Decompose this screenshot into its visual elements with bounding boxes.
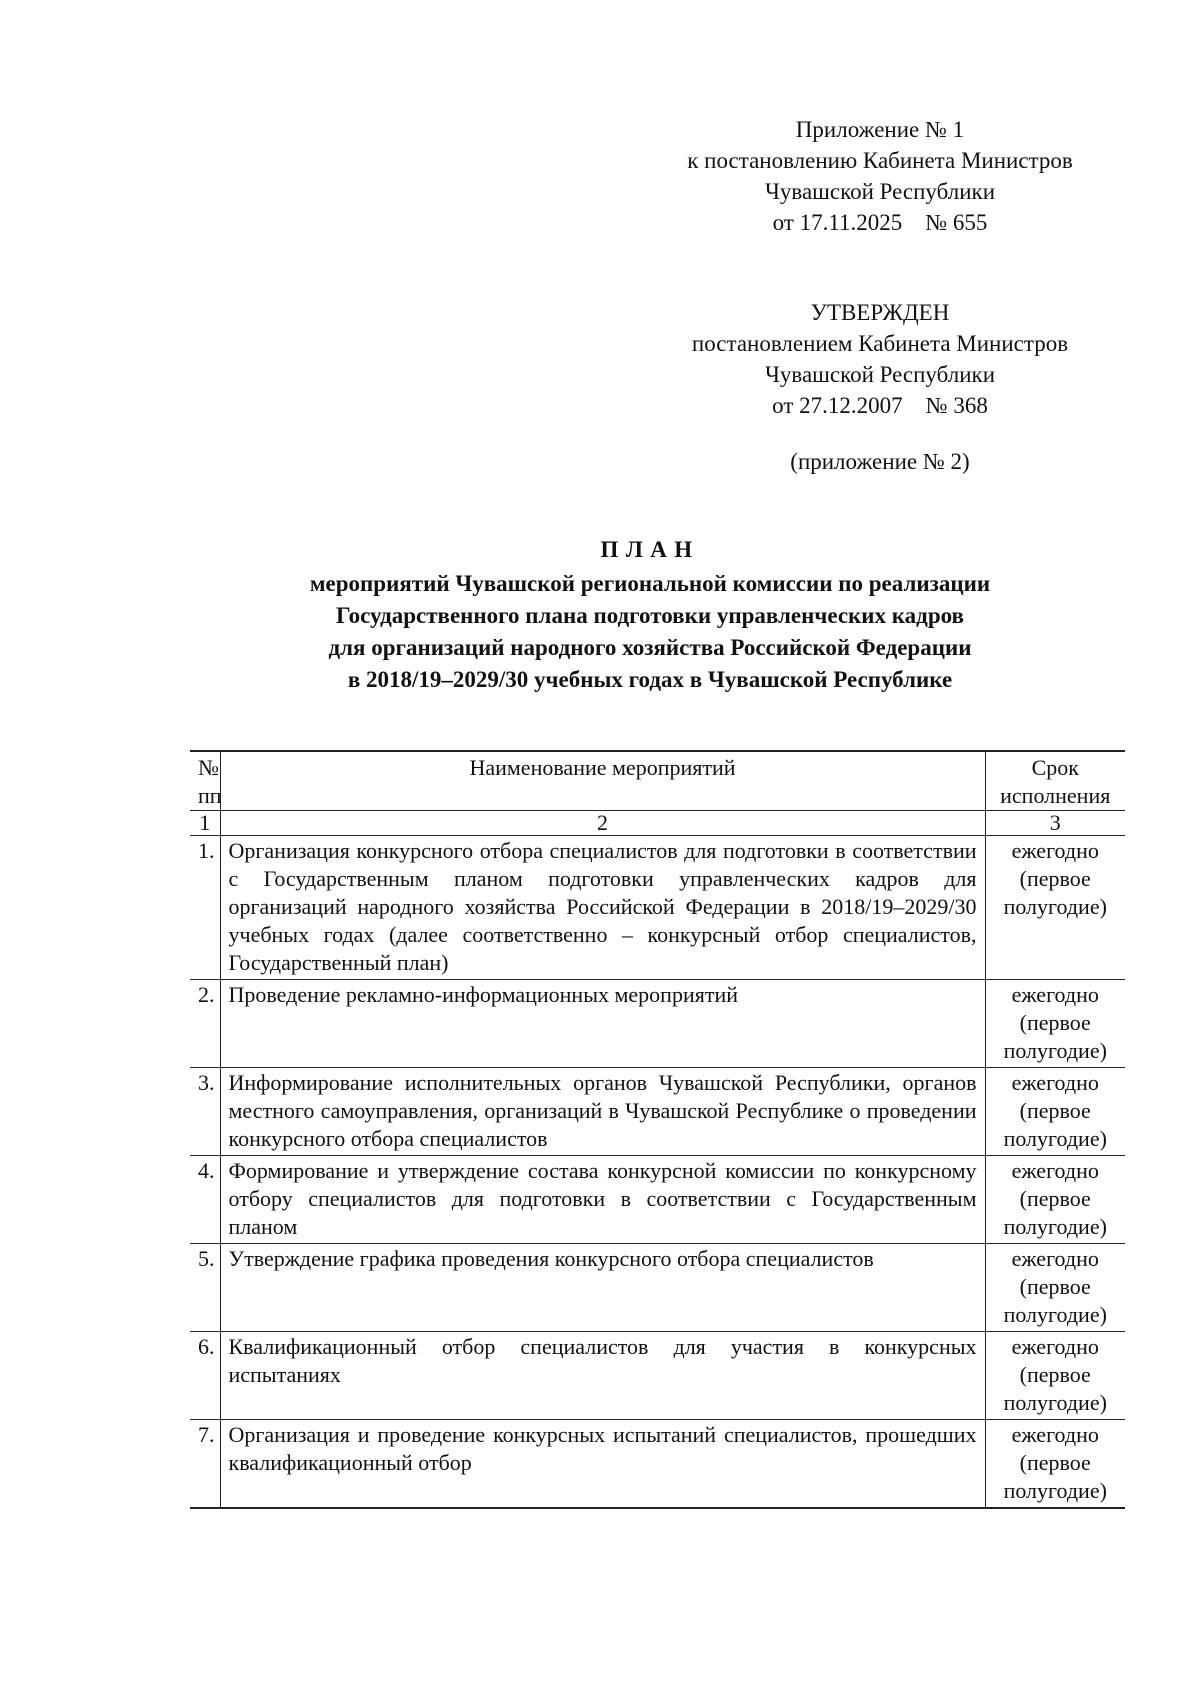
row-name-text: Квалификационный отбор специалистов для участия в конкурсных испытаниях [228, 1334, 977, 1387]
approved-block [640, 297, 1120, 477]
row-term-line: ежегодно [1011, 1070, 1099, 1095]
row-name-text: Формирование и утверждение состава конкурсной комиссии по конкурсному отбору специалистов для подготовки в соответствии с Государственным планом [228, 1158, 977, 1239]
row-number: 3. [190, 1068, 220, 1156]
header-num-line1: № [198, 755, 219, 780]
approved-republic: Чувашской Республики [764, 362, 996, 387]
table-row [190, 1420, 1125, 1509]
column-number-row [190, 811, 1125, 836]
plan-subtitle-line: для организаций народного хозяйства Российской Федерации [328, 635, 972, 660]
row-term-line: ежегодно [1011, 1334, 1099, 1359]
header-num [190, 751, 220, 811]
row-term-line: ежегодно [1011, 982, 1099, 1007]
row-name [220, 836, 985, 980]
row-term-line: полугодие) [1003, 1214, 1107, 1239]
row-term-line: (первое [1019, 1362, 1091, 1387]
row-number: 5. [190, 1244, 220, 1332]
row-term-line: полугодие) [1003, 1302, 1107, 1327]
table-row [190, 980, 1125, 1068]
header-term [985, 751, 1125, 811]
header-term-line2: исполнения [1000, 783, 1111, 808]
row-number: 2. [190, 980, 220, 1068]
appendix-number: Приложение № 1 [795, 117, 965, 142]
table-row [190, 836, 1125, 980]
approved-resolution: постановлением Кабинета Министров [691, 331, 1069, 356]
plan-title-block [190, 534, 1110, 696]
row-term-line: (первое [1019, 1274, 1091, 1299]
row-term-line: полугодие) [1003, 1390, 1107, 1415]
row-number: 6. [190, 1332, 220, 1420]
row-term [985, 1244, 1125, 1332]
plan-subtitle-line: мероприятий Чувашской региональной комиссии по реализации [309, 571, 991, 596]
row-term-line: (первое [1019, 866, 1091, 891]
plan-title: ПЛАН [600, 537, 700, 562]
table-row [190, 1332, 1125, 1420]
row-number: 7. [190, 1420, 220, 1509]
row-term-line: полугодие) [1003, 1038, 1107, 1063]
row-term-line: (первое [1019, 1186, 1091, 1211]
row-term-line: ежегодно [1011, 838, 1099, 863]
row-name [220, 1244, 985, 1332]
header-term-line1: Срок [1031, 755, 1079, 780]
row-number: 4. [190, 1156, 220, 1244]
row-name-text: Утверждение графика проведения конкурсного отбора специалистов [228, 1246, 874, 1271]
row-name-text: Организация и проведение конкурсных испытаний специалистов, прошедших квалификационный отбор [228, 1422, 977, 1475]
table-row [190, 1068, 1125, 1156]
row-name [220, 1156, 985, 1244]
header-num-line2: пп [198, 783, 222, 808]
plan-subtitle-line: Государственного плана подготовки управленческих кадров [336, 603, 964, 628]
row-term-line: ежегодно [1011, 1158, 1099, 1183]
row-name [220, 1068, 985, 1156]
column-number: 1 [190, 811, 220, 836]
row-term-line: ежегодно [1011, 1422, 1099, 1447]
row-number: 1. [190, 836, 220, 980]
row-term-line: (первое [1019, 1450, 1091, 1475]
row-name [220, 1420, 985, 1509]
row-term-line: полугодие) [1003, 1126, 1107, 1151]
row-term-line: полугодие) [1003, 1478, 1107, 1503]
row-term [985, 1420, 1125, 1509]
appendix-date: от 17.11.2025 № 655 [772, 210, 988, 235]
approved-date: от 27.12.2007 № 368 [772, 393, 988, 418]
appendix-block [640, 114, 1120, 238]
approved-title: УТВЕРЖДЕН [810, 300, 950, 325]
row-term [985, 980, 1125, 1068]
plan-subtitle-line: в 2018/19–2029/30 учебных годах в Чувашской Республике [347, 667, 953, 692]
row-term-line: (первое [1019, 1098, 1091, 1123]
table-header-row [190, 751, 1125, 811]
approved-appendix-ref: (приложение № 2) [790, 449, 970, 474]
row-term-line: полугодие) [1003, 894, 1107, 919]
row-term [985, 1068, 1125, 1156]
table-row [190, 1244, 1125, 1332]
row-term [985, 836, 1125, 980]
row-term-line: ежегодно [1011, 1246, 1099, 1271]
table-row [190, 1156, 1125, 1244]
row-term-line: (первое [1019, 1010, 1091, 1035]
row-name-text: Проведение рекламно-информационных мероприятий [228, 982, 739, 1007]
column-number: 3 [985, 811, 1125, 836]
row-name-text: Организация конкурсного отбора специалистов для подготовки в соответствии с Государственным планом подготовки управленческих кадров для организаций народного хозяйства Российской Федерации в 2018/19–2029/30 учебных годах (далее соответственно – конкурсный отбор специалистов, Государственный план) [228, 838, 977, 975]
appendix-republic: Чувашской Республики [764, 179, 996, 204]
appendix-resolution: к постановлению Кабинета Министров [687, 148, 1073, 173]
row-term [985, 1156, 1125, 1244]
row-name [220, 980, 985, 1068]
column-number: 2 [220, 811, 985, 836]
row-name [220, 1332, 985, 1420]
row-term [985, 1332, 1125, 1420]
plan-table [190, 750, 1125, 1509]
header-name: Наименование мероприятий [220, 751, 985, 811]
row-name-text: Информирование исполнительных органов Чувашской Республики, органов местного самоуправления, организаций в Чувашской Республике о проведении конкурсного отбора специалистов [228, 1070, 977, 1151]
